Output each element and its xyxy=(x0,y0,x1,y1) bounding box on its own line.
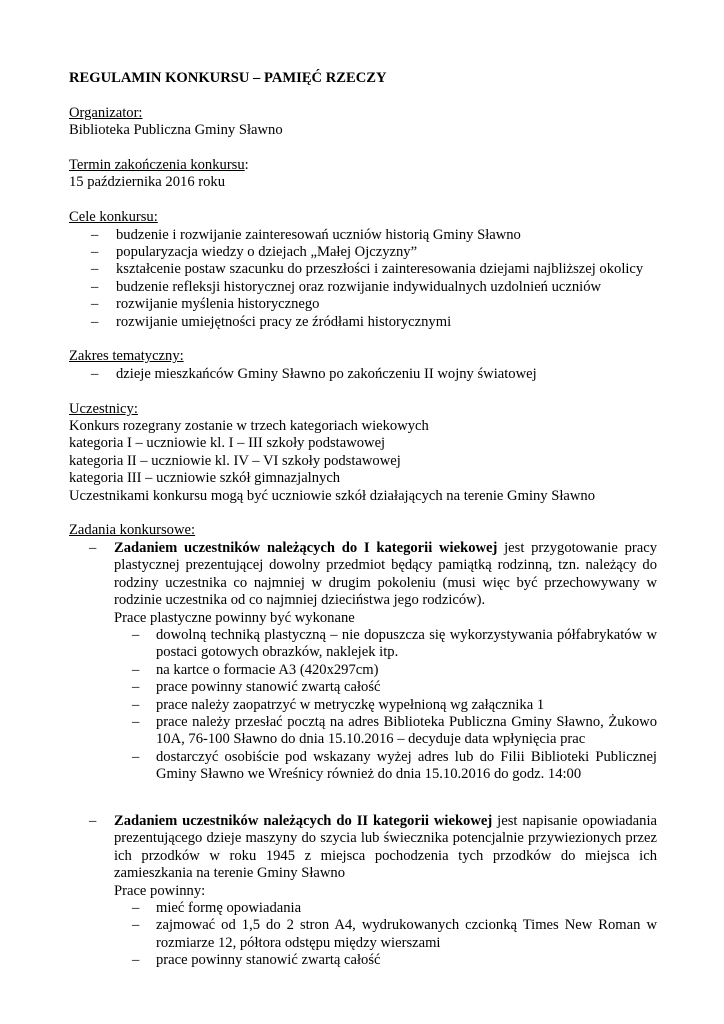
task-category-1-text: jest przygotowanie pracy plastycznej prezentującej dowolny przedmiot będący pamiątką rodzinną, tzn. należący do rodziny uczestnika co najmniej w drugim pokoleniu (musi więc być przechowywany w rodzinie uczestnika od co najmniej dzieciństwa jego rodziców). xyxy=(114,539,657,609)
list-item: – dostarczyć osobiście pod wskazany wyżej adres lub do Filii Biblioteki Publicznej Gminy Sławno we Wreśnicy również do dnia 15.10.2016 do godz. 14:00 xyxy=(69,749,657,784)
list-item: – budzenie refleksji historycznej oraz rozwijanie indywidualnych uzdolnień uczniów xyxy=(69,279,657,296)
list-item: – mieć formę opowiadania xyxy=(69,900,657,917)
task-category-1-description xyxy=(114,540,657,610)
organizer-value: Biblioteka Publiczna Gminy Sławno xyxy=(69,122,283,139)
task-category-2-subheading: Prace powinny: xyxy=(114,882,206,899)
task-category-1-subheading: Prace plastyczne powinny być wykonane xyxy=(114,609,355,626)
list-item: – na kartce o formacie A3 (420x297cm) xyxy=(69,662,657,679)
task-category-1-bold: Zadaniem uczestników należących do I kategorii wiekowej xyxy=(114,539,498,556)
list-item: – dowolną techniką plastyczną – nie dopuszcza się wykorzystywania półfabrykatów w postaci gotowych obrazków, naklejek itp. xyxy=(69,627,657,662)
tasks-list xyxy=(69,540,657,627)
deadline-heading: Termin zakończenia konkursu xyxy=(69,157,245,173)
participants-section xyxy=(69,401,657,505)
deadline-value: 15 października 2016 roku xyxy=(69,174,226,191)
goals-section xyxy=(69,209,657,331)
tasks-section xyxy=(69,522,657,969)
task-category-1-requirements xyxy=(69,627,657,784)
list-item: – prace należy przesłać pocztą na adres Biblioteka Publiczna Gminy Sławno, Żukowo 10A, 76-100 Sławno do dnia 15.10.2016 – decyduje data wpłynięcia prac xyxy=(69,714,657,749)
list-item: – prace należy zaopatrzyć w metryczkę wypełnioną wg załącznika 1 xyxy=(69,697,657,714)
participants-line: Uczestnikami konkursu mogą być uczniowie szkół działających na terenie Gminy Sławno xyxy=(69,487,596,504)
organizer-heading: Organizator: xyxy=(69,104,143,121)
participants-line: kategoria III – uczniowie szkół gimnazjalnych xyxy=(69,470,341,487)
list-item: – dzieje mieszkańców Gminy Sławno po zakończeniu II wojny światowej xyxy=(69,366,657,383)
scope-section xyxy=(69,348,657,383)
goals-list xyxy=(69,227,657,331)
deadline-heading-line xyxy=(69,157,657,174)
organizer-section xyxy=(69,105,657,140)
list-item: – prace powinny stanowić zwartą całość xyxy=(69,679,657,696)
task-category-1 xyxy=(69,540,657,627)
deadline-section xyxy=(69,157,657,192)
task-category-2-description xyxy=(114,813,657,883)
list-item: – budzenie i rozwijanie zainteresowań uczniów historią Gminy Sławno xyxy=(69,227,657,244)
participants-line: kategoria II – uczniowie kl. IV – VI szkoły podstawowej xyxy=(69,452,401,469)
list-item: – kształcenie postaw szacunku do przeszłości i zainteresowania dziejami najbliższej okolicy xyxy=(69,261,657,278)
list-item: – rozwijanie umiejętności pracy ze źródłami historycznymi xyxy=(69,314,657,331)
tasks-heading: Zadania konkursowe: xyxy=(69,522,196,539)
task-category-2-bold: Zadaniem uczestników należących do II kategorii wiekowej xyxy=(114,812,493,829)
list-item: – rozwijanie myślenia historycznego xyxy=(69,296,657,313)
task-category-2-text: jest napisanie opowiadania prezentującego dzieje maszyny do szycia lub świecznika potencjalnie przywiezionych przez ich przodków w roku 1945 z miejsca pochodzenia tych przodków do miejsca ich zamieszkania na terenie Gminy Sławno xyxy=(114,812,657,882)
list-item: – zajmować od 1,5 do 2 stron A4, wydrukowanych czcionką Times New Roman w rozmiarze 12, półtora odstępu między wierszami xyxy=(69,917,657,952)
task-category-2 xyxy=(69,813,657,900)
document-page xyxy=(69,64,657,970)
list-item: – popularyzacja wiedzy o dziejach „Małej Ojczyzny” xyxy=(69,244,657,261)
tasks-list-2 xyxy=(69,813,657,900)
scope-heading: Zakres tematyczny: xyxy=(69,348,184,365)
task-category-2-requirements xyxy=(69,900,657,970)
goals-heading: Cele konkursu: xyxy=(69,209,158,226)
deadline-colon: : xyxy=(244,157,249,173)
participants-line: kategoria I – uczniowie kl. I – III szkoły podstawowej xyxy=(69,435,386,452)
scope-list xyxy=(69,366,657,383)
list-item: – prace powinny stanowić zwartą całość xyxy=(69,952,657,969)
document-title: REGULAMIN KONKURSU – PAMIĘĆ RZECZY xyxy=(69,70,387,86)
participants-heading: Uczestnicy: xyxy=(69,400,138,417)
participants-line: Konkurs rozegrany zostanie w trzech kategoriach wiekowych xyxy=(69,418,429,435)
